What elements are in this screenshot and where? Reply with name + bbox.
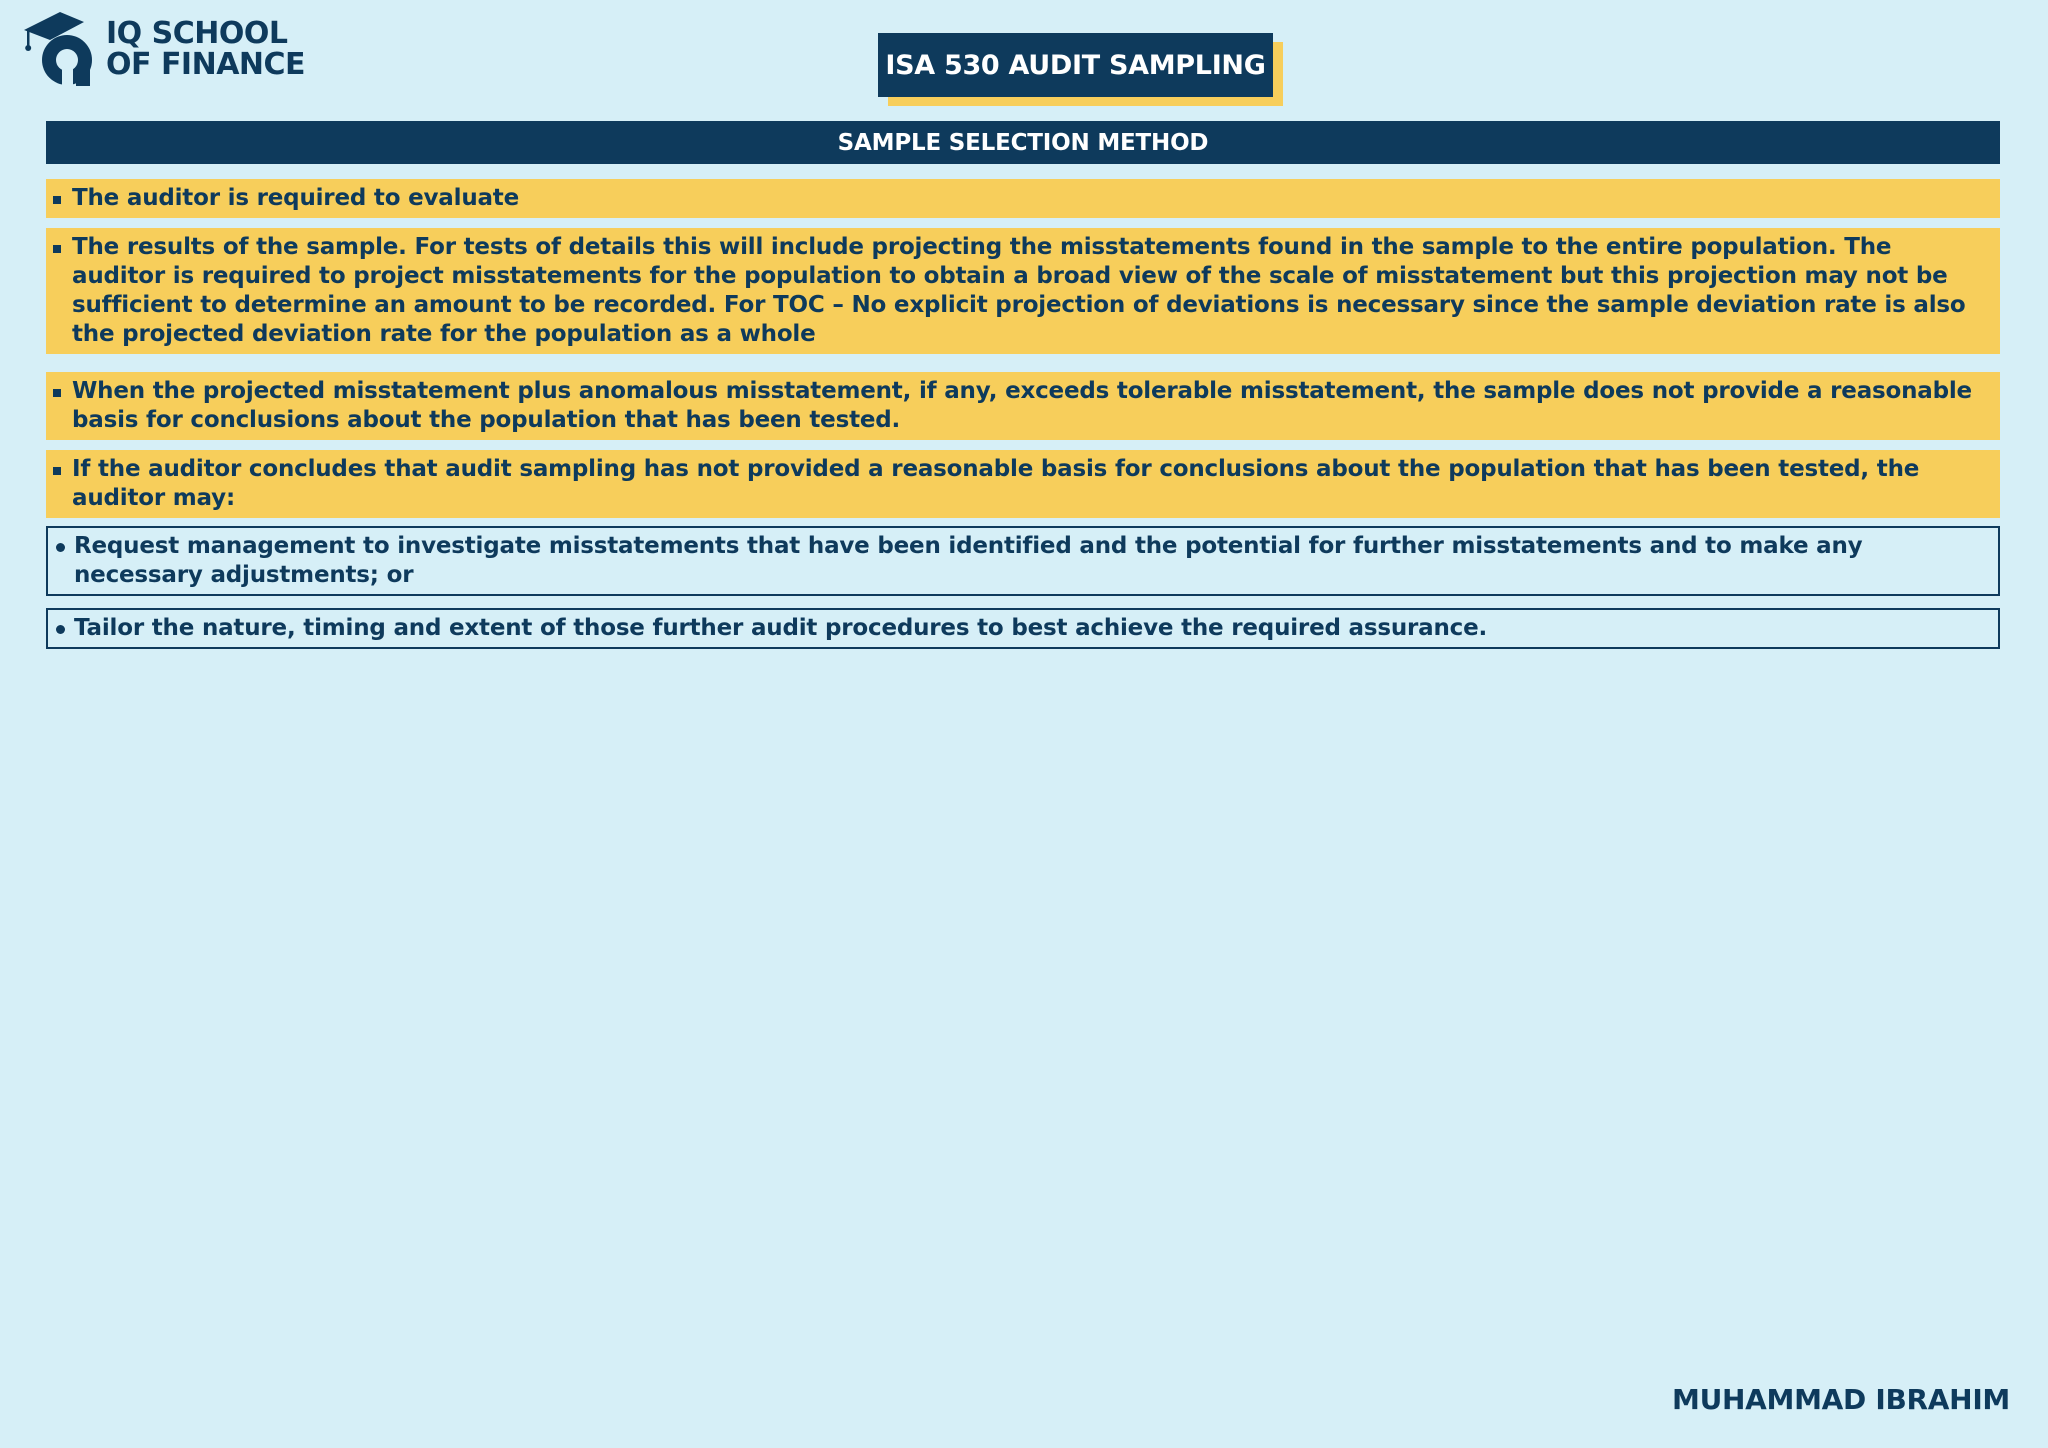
- brand-name: [106, 18, 305, 80]
- list-item-projected-misstatement: [46, 372, 2000, 440]
- list-item-text: The results of the sample. For tests of details this will include projecting the misstatements found in the sample to the entire population. The auditor is required to project misstatements for the population to obtain a broad view of the scale of misstatement but this projection may not be sufficient to determine an amount to be recorded. For TOC – No explicit projection of deviations is necessary since the sample deviation rate is also the projected deviation rate for the population as a whole: [72, 234, 1966, 347]
- section-heading: SAMPLE SELECTION METHOD: [46, 121, 2000, 164]
- sub-item-request-management: [46, 526, 2000, 596]
- round-bullet-icon: [56, 543, 65, 552]
- page-title: ISA 530 AUDIT SAMPLING: [878, 33, 1273, 97]
- list-item-text: Request management to investigate misstatements that have been identified and the potential for further misstatements and to make any necessary adjustments; or: [74, 533, 1863, 588]
- list-item-text: If the auditor concludes that audit sampling has not provided a reasonable basis for conclusions about the population that has been tested, the auditor may:: [72, 456, 1920, 511]
- graduation-cap-q-icon: [22, 8, 102, 90]
- list-item-text: When the projected misstatement plus anomalous misstatement, if any, exceeds tolerable misstatement, the sample does not provide a reasonable basis for conclusions about the population that has been tested.: [72, 378, 1972, 433]
- brand-name-line1: IQ SCHOOL: [106, 16, 288, 51]
- square-bullet-icon: [53, 196, 61, 204]
- page-title-badge: [878, 33, 1273, 97]
- brand-name-line2: OF FINANCE: [106, 47, 306, 82]
- list-item-auditor-may: [46, 450, 2000, 518]
- square-bullet-icon: [53, 467, 61, 475]
- list-item-text: The auditor is required to evaluate: [72, 185, 520, 211]
- brand-logo: [22, 8, 305, 90]
- author-name: MUHAMMAD IBRAHIM: [1672, 1383, 2010, 1416]
- list-item-text: Tailor the nature, timing and extent of those further audit procedures to best achieve the required assurance.: [74, 615, 1488, 641]
- content-list: [46, 179, 2000, 649]
- square-bullet-icon: [53, 245, 61, 253]
- round-bullet-icon: [56, 625, 65, 634]
- list-item-results: [46, 228, 2000, 354]
- list-item-evaluate: [46, 179, 2000, 218]
- square-bullet-icon: [53, 389, 61, 397]
- sub-item-tailor-procedures: [46, 608, 2000, 649]
